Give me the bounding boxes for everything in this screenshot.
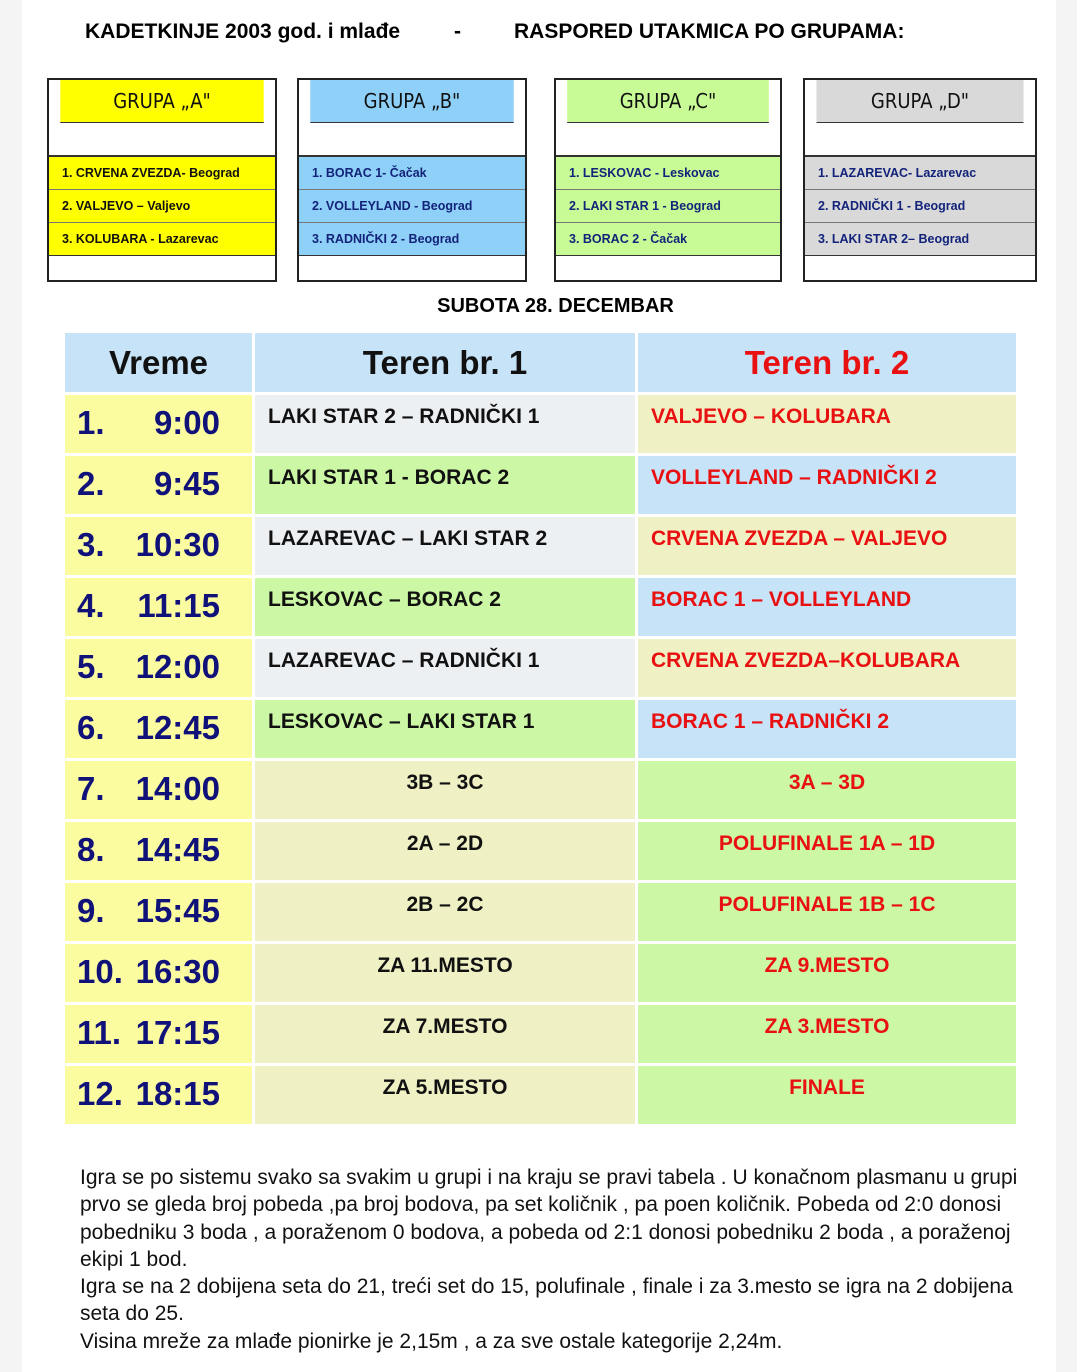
court-2-match-text: BORAC 1 – VOLLEYLAND [651,588,912,611]
match-time: 10:30 [135,526,220,563]
match-time-cell [64,516,254,577]
match-time: 11:15 [137,587,220,624]
court-2-match-text: CRVENA ZVEZDA – VALJEVO [651,527,948,550]
schedule-row [64,394,1018,455]
match-number: 12. [77,1075,123,1112]
schedule-header-row [64,332,1018,394]
header-court-1: Teren br. 1 [254,332,637,394]
document-title-category: KADETKINJE 2003 god. i mlađe [85,20,401,43]
match-number: 10. [77,953,123,990]
court-2-match-text: POLUFINALE 1A – 1D [718,832,936,855]
match-time: 9:45 [153,465,220,502]
court-2-match [637,699,1018,760]
group-blank-row [299,255,525,280]
match-time-cell [64,1004,254,1065]
match-time-cell [64,638,254,699]
match-time-cell [64,455,254,516]
group-team: 2. RADNIČKI 1 - Beograd [805,190,1035,223]
court-2-match [637,394,1018,455]
match-number: 1. [77,404,105,441]
court-1-match-text: LESKOVAC – BORAC 2 [268,588,501,611]
match-number: 3. [77,526,105,563]
court-2-match-text: BORAC 1 – RADNIČKI 2 [651,710,890,733]
court-1-match-text: ZA 11.MESTO [377,954,513,977]
match-number: 11. [77,1014,122,1051]
schedule-row [64,943,1018,1004]
court-2-match [637,760,1018,821]
court-2-match-text: CRVENA ZVEZDA–KOLUBARA [651,649,961,672]
court-2-match-text: POLUFINALE 1B – 1C [718,893,936,916]
court-2-match [637,821,1018,882]
court-2-match-text: FINALE [789,1076,865,1099]
court-1-match-text: LAZAREVAC – RADNIČKI 1 [268,649,540,672]
court-1-match [254,943,637,1004]
court-1-match-text: 2A – 2D [406,832,484,855]
group-team: 2. VOLLEYLAND - Beograd [299,190,525,223]
match-time-cell [64,882,254,943]
group-d-title: GRUPA „D" [817,80,1024,123]
court-1-match-text: 2B – 2C [406,893,484,916]
match-time-cell [64,821,254,882]
group-team: 1. LAZAREVAC- Lazarevac [805,157,1035,190]
rules-paragraph: Igra se na 2 dobijena seta do 21, treći set do 15, polufinale , finale i za 3.mesto se igra na 2 dobijena seta do 25. [80,1275,1013,1326]
match-time-cell [64,577,254,638]
court-1-match [254,577,637,638]
court-1-match [254,821,637,882]
group-blank-row [556,123,780,157]
header-court-2: Teren br. 2 [637,332,1018,394]
group-team: 1. CRVENA ZVEZDA- Beograd [49,157,275,190]
schedule-row [64,760,1018,821]
group-blank-row [299,123,525,157]
group-blank-row [49,123,275,157]
match-number: 5. [77,648,105,685]
court-2-match-text: 3A – 3D [788,771,866,794]
court-1-match [254,1065,637,1126]
court-1-match-text: ZA 5.MESTO [382,1076,508,1099]
match-number: 7. [77,770,105,807]
group-team: 2. LAKI STAR 1 - Beograd [556,190,780,223]
match-number: 9. [77,892,105,929]
court-1-match [254,455,637,516]
court-1-match-text: ZA 7.MESTO [382,1015,508,1038]
rules-paragraph: Visina mreže za mlađe pionirke je 2,15m , a za sve ostale kategorije 2,24m. [80,1329,783,1353]
match-time: 14:45 [135,831,220,868]
court-1-match-text: LAKI STAR 2 – RADNIČKI 1 [268,405,540,428]
group-blank-row [805,255,1035,280]
match-time: 12:45 [135,709,220,746]
court-2-match-text: ZA 9.MESTO [764,954,890,977]
schedule-row [64,699,1018,760]
court-1-match [254,638,637,699]
group-b-box [297,78,527,282]
group-a-box [47,78,277,282]
header-time: Vreme [64,332,254,394]
match-number: 6. [77,709,105,746]
court-2-match [637,577,1018,638]
court-1-match [254,699,637,760]
match-number: 8. [77,831,105,868]
court-1-match [254,1004,637,1065]
match-time-cell [64,760,254,821]
group-b-title: GRUPA „B" [310,80,513,123]
match-time: 16:30 [135,953,220,990]
group-team: 3. KOLUBARA - Lazarevac [49,223,275,255]
match-number: 2. [77,465,105,502]
group-team: 1. LESKOVAC - Leskovac [556,157,780,190]
day-heading: SUBOTA 28. DECEMBAR [437,295,674,317]
match-time: 17:15 [135,1014,220,1051]
title-separator: - [454,20,461,43]
group-team: 3. BORAC 2 - Čačak [556,223,780,255]
court-2-match [637,638,1018,699]
rules-paragraph: Igra se po sistemu svako sa svakim u grupi i na kraju se pravi tabela . U konačnom plasmanu u grupi prvo se gleda broj pobeda ,pa broj bodova, pa set količnik , pa poen količnik. Pobeda od 2:0 donosi pobedniku 3 boda , a poraženom 0 bodova, a pobeda od 2:1 donosi pobedniku 2 boda , a poraženoj ekipi 1 bod. [80,1166,1018,1271]
match-time: 12:00 [135,648,220,685]
match-time: 9:00 [153,404,220,441]
court-2-match [637,455,1018,516]
schedule-row [64,577,1018,638]
group-blank-row [49,255,275,280]
match-time-cell [64,943,254,1004]
group-c-box [554,78,782,282]
schedule-row [64,1004,1018,1065]
match-time: 15:45 [135,892,220,929]
schedule-row [64,1065,1018,1126]
match-time: 18:15 [135,1075,220,1112]
court-2-match-text: VOLLEYLAND – RADNIČKI 2 [651,466,937,489]
court-1-match [254,516,637,577]
schedule-row [64,638,1018,699]
court-1-match-text: LESKOVAC – LAKI STAR 1 [268,710,535,733]
schedule-table [62,330,1019,1127]
match-time-cell [64,394,254,455]
court-1-match-text: LAKI STAR 1 - BORAC 2 [268,466,510,489]
court-1-match [254,394,637,455]
schedule-row [64,516,1018,577]
group-team: 1. BORAC 1- Čačak [299,157,525,190]
rules-notes [80,1164,1020,1355]
court-1-match [254,882,637,943]
match-number: 4. [77,587,105,624]
group-blank-row [556,255,780,280]
court-1-match-text: LAZAREVAC – LAKI STAR 2 [268,527,548,550]
match-time-cell [64,1065,254,1126]
group-team: 3. LAKI STAR 2– Beograd [805,223,1035,255]
court-2-match-text: ZA 3.MESTO [764,1015,890,1038]
schedule-row [64,821,1018,882]
court-2-match [637,882,1018,943]
match-time-cell [64,699,254,760]
court-2-match [637,1004,1018,1065]
court-2-match [637,516,1018,577]
document-title: RASPORED UTAKMICA PO GRUPAMA: [514,20,905,43]
group-d-box [803,78,1037,282]
court-2-match [637,1065,1018,1126]
court-2-match-text: VALJEVO – KOLUBARA [651,405,891,428]
schedule-row [64,455,1018,516]
court-1-match-text: 3B – 3C [406,771,484,794]
match-time: 14:00 [135,770,220,807]
group-blank-row [805,123,1035,157]
group-a-title: GRUPA „A" [60,80,263,123]
group-c-title: GRUPA „C" [567,80,769,123]
group-team: 2. VALJEVO – Valjevo [49,190,275,223]
group-team: 3. RADNIČKI 2 - Beograd [299,223,525,255]
court-2-match [637,943,1018,1004]
court-1-match [254,760,637,821]
schedule-row [64,882,1018,943]
